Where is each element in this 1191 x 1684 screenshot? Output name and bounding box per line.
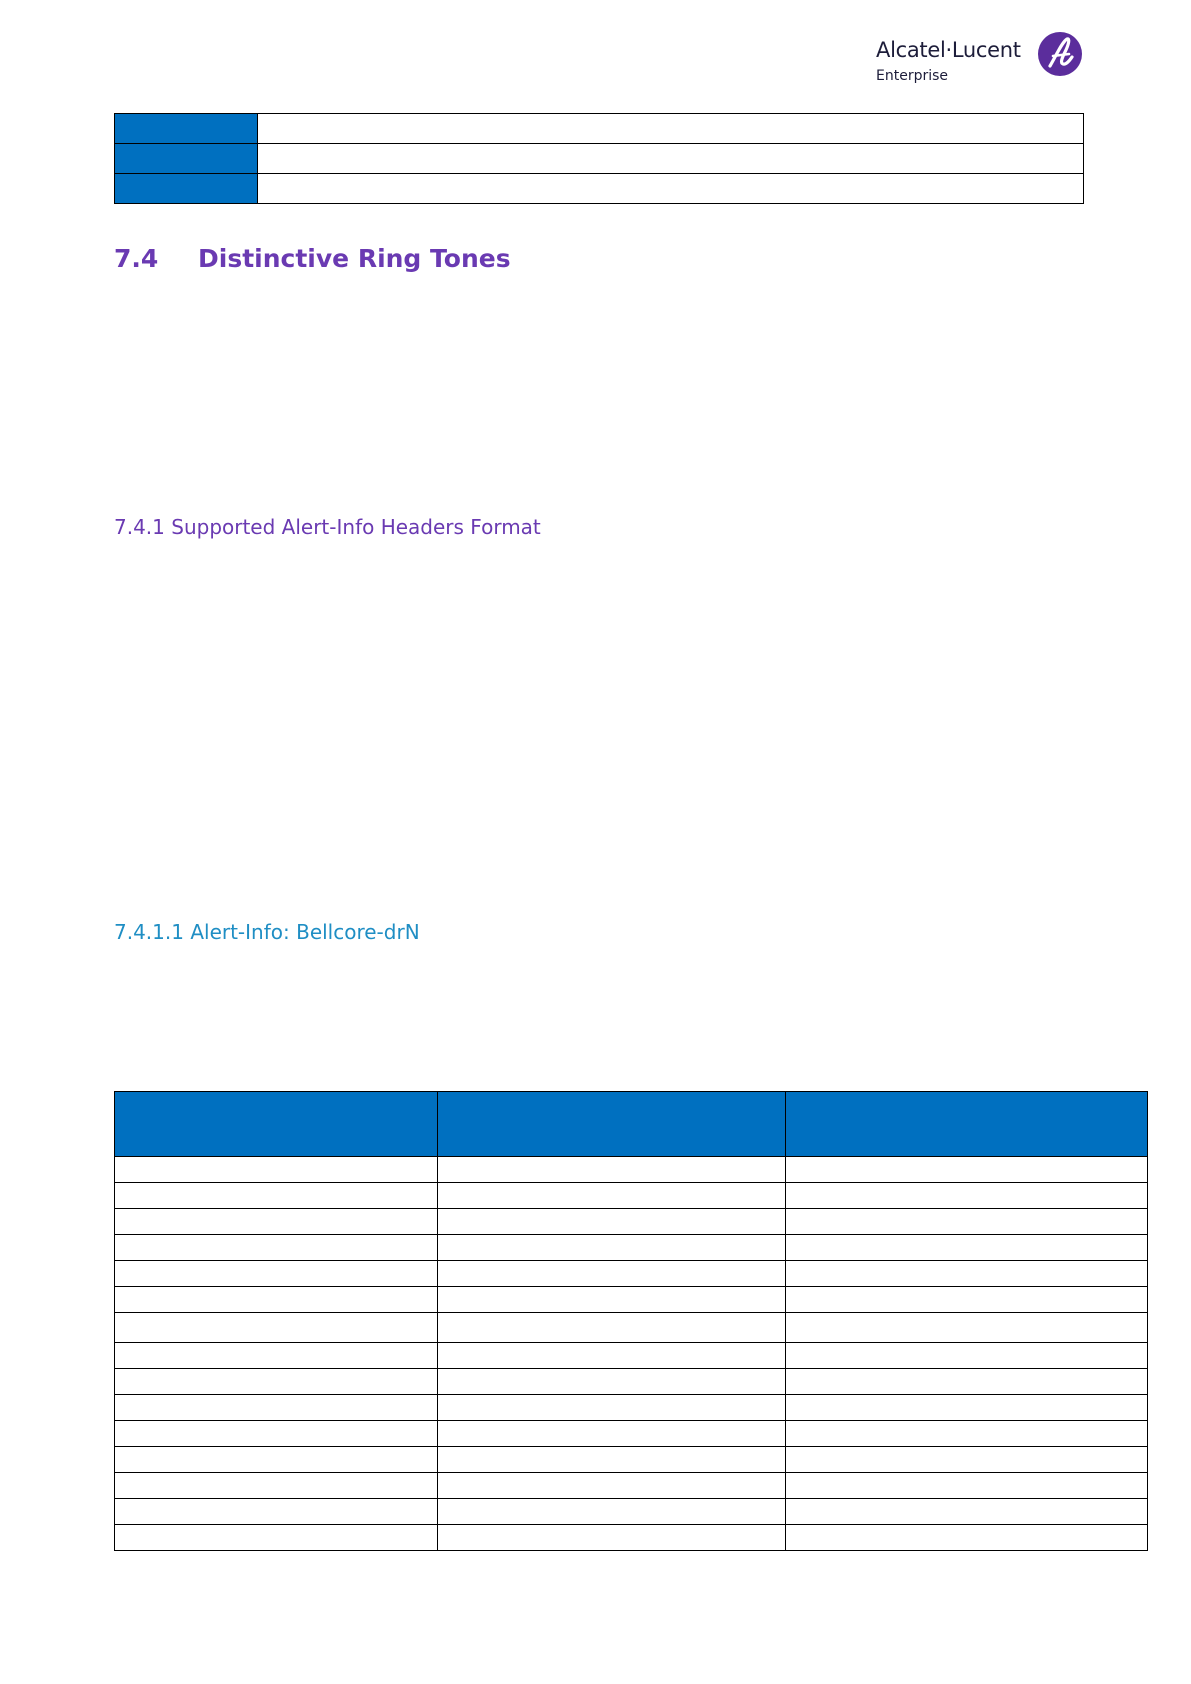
table-cell	[786, 1395, 1148, 1421]
table-cell	[786, 1421, 1148, 1447]
table-cell	[438, 1473, 786, 1499]
table-cell	[438, 1447, 786, 1473]
table-cell	[786, 1235, 1148, 1261]
table-cell	[786, 1525, 1148, 1551]
table-cell	[115, 1183, 438, 1209]
table-row	[115, 1395, 1148, 1421]
subsubsection-heading: 7.4.1.1 Alert-Info: Bellcore-drN	[114, 920, 420, 944]
table-cell	[115, 1369, 438, 1395]
table-row	[115, 1313, 1148, 1343]
table-cell	[115, 1261, 438, 1287]
table-cell	[438, 1343, 786, 1369]
table-cell	[786, 1157, 1148, 1183]
table-value-cell	[258, 174, 1084, 204]
table-cell	[438, 1499, 786, 1525]
table-cell	[786, 1209, 1148, 1235]
table-cell	[786, 1499, 1148, 1525]
table-row	[115, 1261, 1148, 1287]
table-cell	[115, 1447, 438, 1473]
table-cell	[115, 1525, 438, 1551]
table-row	[115, 1369, 1148, 1395]
table-cell	[438, 1287, 786, 1313]
table-cell	[115, 1343, 438, 1369]
table-cell	[786, 1261, 1148, 1287]
table-row	[115, 1287, 1148, 1313]
company-logo	[876, 30, 1086, 90]
table-cell	[786, 1473, 1148, 1499]
table-row	[115, 1473, 1148, 1499]
column-header	[438, 1092, 786, 1157]
table-row	[115, 1209, 1148, 1235]
section-number: 7.4	[114, 244, 159, 273]
column-header	[115, 1092, 438, 1157]
table-cell	[438, 1369, 786, 1395]
table-cell	[115, 1395, 438, 1421]
table-cell	[115, 1499, 438, 1525]
table-cell	[786, 1447, 1148, 1473]
table-cell	[438, 1261, 786, 1287]
table-row	[115, 114, 1084, 144]
table-cell	[786, 1183, 1148, 1209]
table-key-cell	[115, 144, 258, 174]
table-value-cell	[258, 114, 1084, 144]
table-cell	[786, 1369, 1148, 1395]
logo-subtitle: Enterprise	[876, 68, 949, 84]
table-cell	[115, 1287, 438, 1313]
table-row	[115, 1235, 1148, 1261]
table-cell	[786, 1313, 1148, 1343]
logo-wordmark: Alcatel·Lucent	[876, 38, 1021, 62]
table-cell	[115, 1235, 438, 1261]
table-cell	[438, 1209, 786, 1235]
table-cell	[438, 1421, 786, 1447]
alcatel-lucent-logo-icon	[1036, 30, 1084, 78]
table-cell	[438, 1525, 786, 1551]
table-cell	[115, 1313, 438, 1343]
table-header-row	[115, 1092, 1148, 1157]
subsection-heading: 7.4.1 Supported Alert-Info Headers Format	[114, 515, 541, 539]
table-row	[115, 1183, 1148, 1209]
table-row	[115, 1499, 1148, 1525]
table-value-cell	[258, 144, 1084, 174]
table-cell	[115, 1209, 438, 1235]
column-header	[786, 1092, 1148, 1157]
table-cell	[786, 1343, 1148, 1369]
section-title: Distinctive Ring Tones	[198, 244, 511, 273]
section-heading	[114, 244, 511, 273]
table-row	[115, 1525, 1148, 1551]
table-cell	[438, 1183, 786, 1209]
table-row	[115, 1447, 1148, 1473]
table-key-cell	[115, 174, 258, 204]
table-cell	[438, 1157, 786, 1183]
ring-tone-table	[114, 1091, 1148, 1551]
table-row	[115, 174, 1084, 204]
table-row	[115, 1421, 1148, 1447]
table-cell	[115, 1157, 438, 1183]
table-key-cell	[115, 114, 258, 144]
table-cell	[786, 1287, 1148, 1313]
parameter-table	[114, 113, 1084, 204]
table-cell	[438, 1395, 786, 1421]
table-cell	[438, 1313, 786, 1343]
table-cell	[115, 1473, 438, 1499]
table-cell	[438, 1235, 786, 1261]
table-row	[115, 1343, 1148, 1369]
table-cell	[115, 1421, 438, 1447]
table-row	[115, 1157, 1148, 1183]
table-row	[115, 144, 1084, 174]
